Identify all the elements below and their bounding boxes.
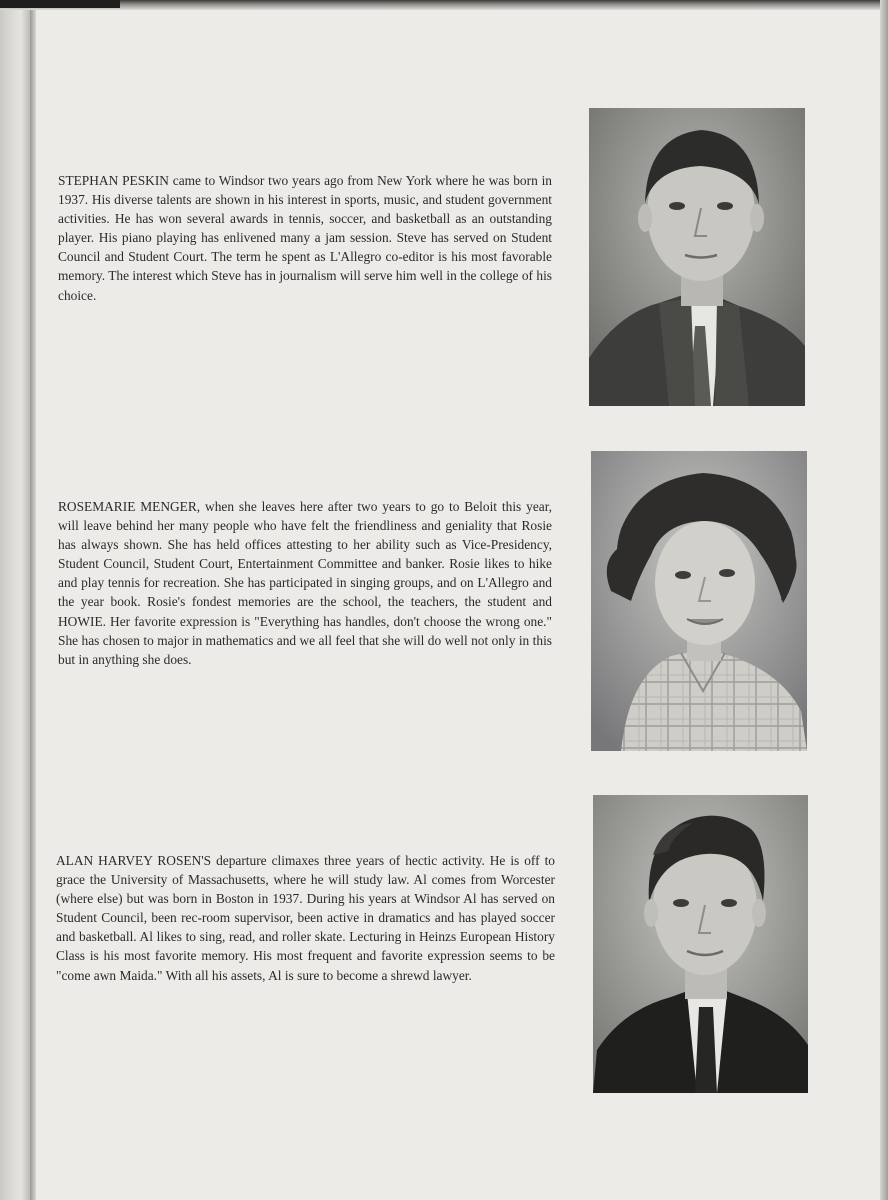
- portrait-photo-alan-harvey-rosen: [593, 795, 808, 1093]
- page-gutter-shadow: [30, 0, 36, 1200]
- bio-text-rosemarie-menger: ROSEMARIE MENGER, when she leaves here after two years to go to Beloit this year, will leave behind her many people who have felt the friendliness and geniality that Rosie has always shown. She has held offices attesting to her ability such as Vice-Presidency, Student Council, Student Court, Entertainment Committee and banker. Rosie likes to hike and play tennis for recreation. She has participated in singing groups, and on L'Allegro and the year book. Rosie's fondest memories are the school, the teachers, the student and HOWIE. Her favorite expression is "Everything has handles, don't choose the wrong one." She has chosen to major in mathematics and we all feel that she will do well not only in this but in anything she does.: [58, 499, 552, 667]
- top-left-shadow: [0, 0, 120, 8]
- right-page-edge: [880, 0, 888, 1200]
- bio-text-alan-harvey-rosen: ALAN HARVEY ROSEN'S departure climaxes three years of hectic activity. He is off to grace the University of Massachusetts, where he will study law. Al comes from Worcester (where else) but was born in Boston in 1937. During his years at Windsor Al has served on Student Council, been rec-room supervisor, been active in dramatics and has played soccer and basketball. Al likes to sing, read, and roller skate. Lecturing in Heinzs European History Class is his most favorite memory. His most frequent and favorite expression seems to be "come awn Maida." With all his assets, Al is sure to become a shrewd lawyer.: [56, 853, 555, 983]
- book-binding: [0, 0, 30, 1200]
- bio-text-stephan-peskin: STEPHAN PESKIN came to Windsor two years ago from New York where he was born in 1937. His diverse talents are shown in his interest in sports, music, and student government activities. He has won several awards in tennis, soccer, and basketball as an outstanding player. His piano playing has enlivened many a jam session. Steve has served on Student Council and Student Court. The term he spent as L'Allegro co-editor is his most favorable memory. The interest which Steve has in journalism will serve him well in the college of his choice.: [58, 173, 552, 303]
- top-page-edge: [0, 0, 888, 10]
- portrait-photo-rosemarie-menger: [591, 451, 807, 751]
- portrait-photo-stephan-peskin: [589, 108, 805, 406]
